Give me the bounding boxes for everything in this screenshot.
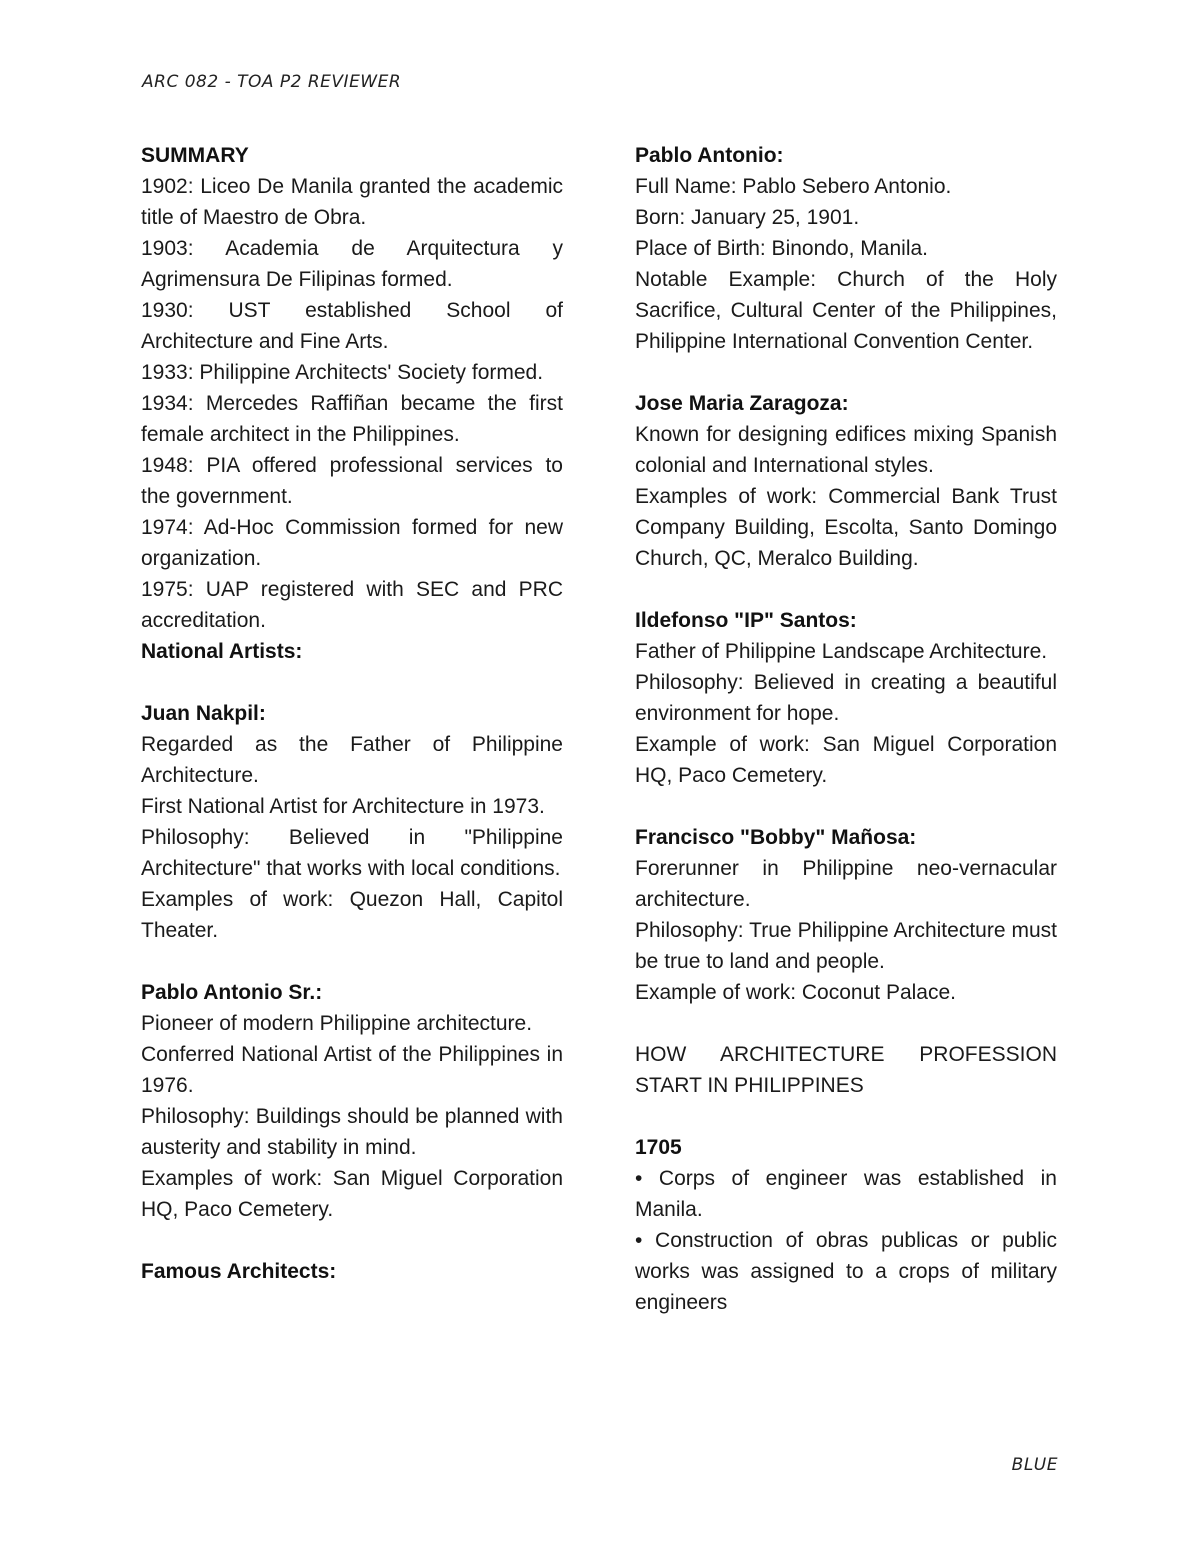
blank-line bbox=[141, 1225, 563, 1256]
paragraph: 1903: Academia de Arquitectura y Agrimensura De Filipinas formed. bbox=[141, 237, 563, 291]
paragraph: • Construction of obras publicas or public works was assigned to a crops of military engineers bbox=[635, 1229, 1057, 1314]
paragraph: Forerunner in Philippine neo-vernacular architecture. bbox=[635, 857, 1057, 911]
paragraph: Philosophy: Believed in "Philippine Architecture" that works with local conditions. bbox=[141, 826, 563, 880]
paragraph: Regarded as the Father of Philippine Architecture. bbox=[141, 733, 563, 787]
blank-line bbox=[635, 1101, 1057, 1132]
section-heading: Francisco "Bobby" Mañosa: bbox=[635, 826, 917, 849]
section-heading: Famous Architects: bbox=[141, 1260, 337, 1283]
paragraph: Conferred National Artist of the Philippines in 1976. bbox=[141, 1043, 563, 1097]
paragraph: Father of Philippine Landscape Architecture. bbox=[635, 640, 1048, 663]
paragraph: Pioneer of modern Philippine architecture. bbox=[141, 1012, 533, 1035]
section-heading: Jose Maria Zaragoza: bbox=[635, 392, 849, 415]
paragraph: Philosophy: Believed in creating a beautiful environment for hope. bbox=[635, 671, 1057, 725]
paragraph: Example of work: Coconut Palace. bbox=[635, 981, 956, 1004]
left-column bbox=[141, 140, 563, 1287]
paragraph: • Corps of engineer was established in Manila. bbox=[635, 1167, 1057, 1221]
section-heading: Pablo Antonio: bbox=[635, 144, 784, 167]
section-heading: Pablo Antonio Sr.: bbox=[141, 981, 323, 1004]
blank-line bbox=[141, 667, 563, 698]
blank-line bbox=[141, 946, 563, 977]
paragraph: 1975: UAP registered with SEC and PRC accreditation. bbox=[141, 578, 563, 632]
paragraph: HOW ARCHITECTURE PROFESSION START IN PHILIPPINES bbox=[635, 1043, 1057, 1097]
section-heading: Juan Nakpil: bbox=[141, 702, 266, 725]
paragraph: Full Name: Pablo Sebero Antonio. bbox=[635, 175, 952, 198]
section-heading: 1705 bbox=[635, 1136, 682, 1159]
paragraph: Examples of work: Commercial Bank Trust Company Building, Escolta, Santo Domingo Church, QC, Meralco Building. bbox=[635, 485, 1057, 570]
paragraph: 1974: Ad-Hoc Commission formed for new organization. bbox=[141, 516, 563, 570]
blank-line bbox=[635, 1008, 1057, 1039]
paragraph: 1902: Liceo De Manila granted the academic title of Maestro de Obra. bbox=[141, 175, 563, 229]
paragraph: Philosophy: Buildings should be planned with austerity and stability in mind. bbox=[141, 1105, 563, 1159]
paragraph: 1933: Philippine Architects' Society formed. bbox=[141, 361, 544, 384]
section-heading: SUMMARY bbox=[141, 144, 249, 167]
section-heading: National Artists: bbox=[141, 640, 303, 663]
paragraph: Examples of work: San Miguel Corporation HQ, Paco Cemetery. bbox=[141, 1167, 563, 1221]
paragraph: Known for designing edifices mixing Spanish colonial and International styles. bbox=[635, 423, 1057, 477]
paragraph: Notable Example: Church of the Holy Sacrifice, Cultural Center of the Philippines, Philippine International Convention Center. bbox=[635, 268, 1057, 353]
paragraph: Example of work: San Miguel Corporation HQ, Paco Cemetery. bbox=[635, 733, 1057, 787]
document-footer: BLUE bbox=[1011, 1455, 1058, 1475]
blank-line bbox=[635, 574, 1057, 605]
blank-line bbox=[635, 357, 1057, 388]
paragraph: Philosophy: True Philippine Architecture must be true to land and people. bbox=[635, 919, 1057, 973]
paragraph: 1930: UST established School of Architecture and Fine Arts. bbox=[141, 299, 563, 353]
blank-line bbox=[635, 791, 1057, 822]
document-header: ARC 082 - TOA P2 REVIEWER bbox=[142, 72, 402, 92]
paragraph: Examples of work: Quezon Hall, Capitol Theater. bbox=[141, 888, 563, 942]
paragraph: 1934: Mercedes Raffiñan became the first female architect in the Philippines. bbox=[141, 392, 563, 446]
paragraph: First National Artist for Architecture in 1973. bbox=[141, 795, 545, 818]
paragraph: Place of Birth: Binondo, Manila. bbox=[635, 237, 928, 260]
right-column bbox=[635, 140, 1057, 1318]
paragraph: 1948: PIA offered professional services to the government. bbox=[141, 454, 563, 508]
paragraph: Born: January 25, 1901. bbox=[635, 206, 860, 229]
section-heading: Ildefonso "IP" Santos: bbox=[635, 609, 857, 632]
